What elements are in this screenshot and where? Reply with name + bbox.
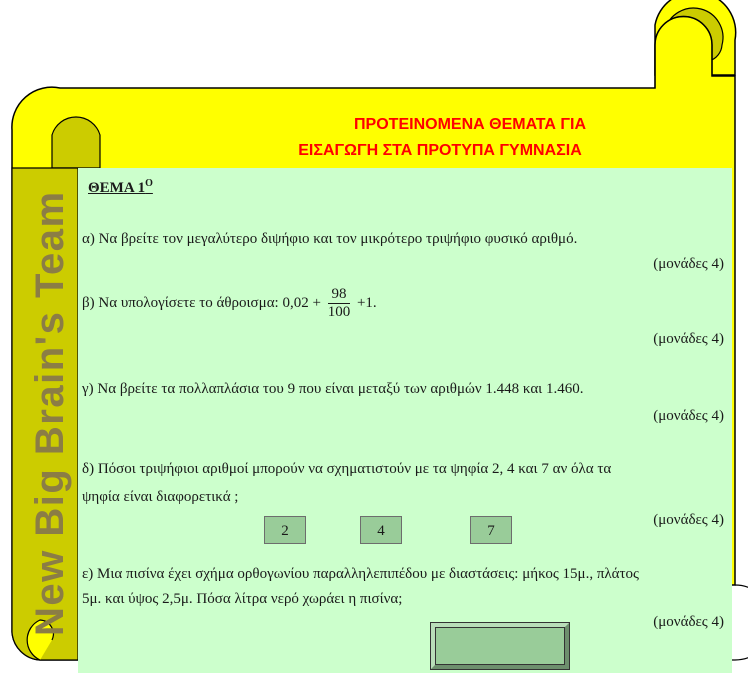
- topic-heading-sup: Ο: [145, 178, 153, 189]
- question-a-text: α) Να βρείτε τον μεγαλύτερο διψήφιο και τον μικρότερο τριψήφιο φυσικό αριθμό.: [82, 231, 578, 247]
- side-label: New Big Brain's Team: [28, 190, 72, 636]
- topic-heading-text: ΘΕΜΑ 1: [88, 180, 146, 196]
- question-c-text: γ) Να βρείτε τα πολλαπλάσια του 9 που είναι μεταξύ των αριθμών 1.448 και 1.460.: [82, 381, 584, 397]
- question-b-marks: (μονάδες 4): [653, 331, 724, 347]
- question-b-text: β) Να υπολογίσετε το άθροισμα: 0,02 +: [82, 294, 321, 311]
- question-b: [82, 286, 377, 321]
- question-b-text-after: +1.: [356, 294, 377, 311]
- content-panel: [78, 168, 732, 673]
- title-line-2: ΕΙΣΑΓΩΓΗ ΣΤΑ ΠΡΟΤΥΠΑ ΓΥΜΝΑΣΙΑ: [298, 142, 582, 159]
- question-a-marks: (μονάδες 4): [653, 256, 724, 272]
- fraction-denominator: 100: [327, 304, 351, 320]
- question-b-fraction: [328, 286, 351, 321]
- digit-box-2: 2: [264, 516, 306, 544]
- question-d-line-2: ψηφία είναι διαφορετικά ;: [82, 489, 239, 505]
- question-d-line-1: δ) Πόσοι τριψήφιοι αριθμοί μπορούν να σχηματιστούν με τα ψηφία 2, 4 και 7 αν όλα τα: [82, 461, 612, 477]
- fraction-numerator: 98: [328, 286, 351, 304]
- answer-box: [430, 622, 570, 670]
- question-c-marks: (μονάδες 4): [653, 408, 724, 424]
- topic-heading: [88, 178, 153, 197]
- question-e-line-2: 5μ. και ύψος 2,5μ. Πόσα λίτρα νερό χωράει η πισίνα;: [82, 591, 403, 607]
- question-e-line-1: ε) Μια πισίνα έχει σχήμα ορθογωνίου παραλληλεπιπέδου με διαστάσεις: μήκος 15μ., πλάτος: [82, 566, 639, 582]
- document-title: [230, 112, 650, 164]
- digit-box-4: 4: [360, 516, 402, 544]
- question-d-marks: (μονάδες 4): [653, 512, 724, 528]
- title-line-1: ΠΡΟΤΕΙΝΟΜΕΝΑ ΘΕΜΑΤΑ ΓΙΑ: [354, 116, 586, 133]
- digit-box-7: 7: [470, 516, 512, 544]
- question-e-marks: (μονάδες 4): [653, 614, 724, 630]
- scroll-left-roll: [52, 117, 100, 168]
